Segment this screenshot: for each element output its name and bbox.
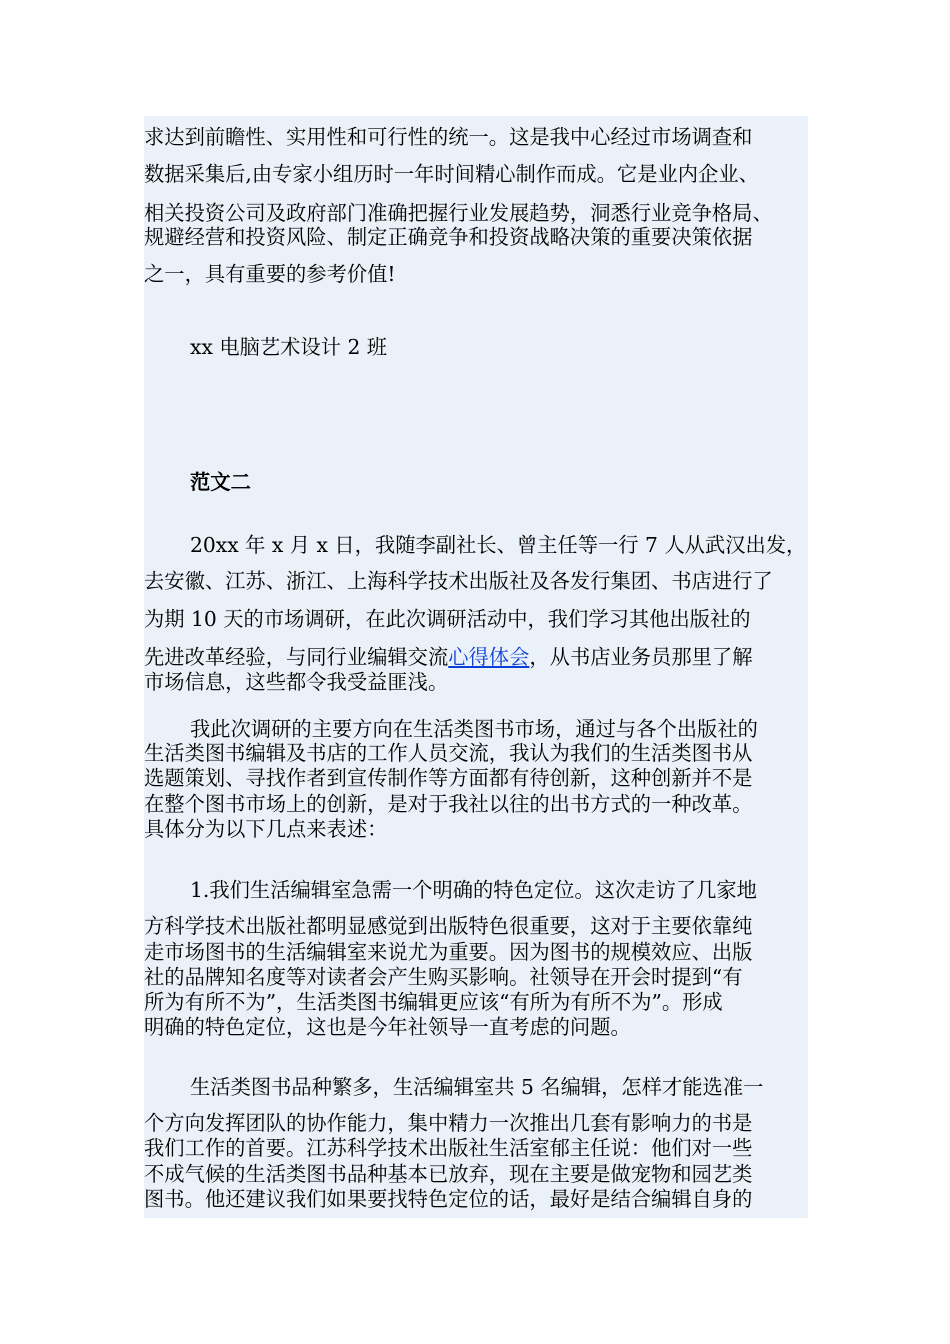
text-line: 为期 10 天的市场调研，在此次调研活动中，我们学习其他出版社的: [144, 607, 751, 631]
text-line: 去安徽、江苏、浙江、上海科学技术出版社及各发行集团、书店进行了: [144, 569, 773, 593]
class-signature: xx 电脑艺术设计 2 班: [190, 335, 388, 359]
text-line: 市场信息，这些都令我受益匪浅。: [144, 670, 449, 694]
text-line: 具体分为以下几点来表述：: [144, 817, 388, 841]
text-line: 选题策划、寻找作者到宣传制作等方面都有待创新，这种创新并不是: [144, 766, 753, 790]
text-line: 我此次调研的主要方向在生活类图书市场，通过与各个出版社的: [190, 717, 758, 741]
text-line: 所为有所不为”，生活类图书编辑更应该“有所为有所不为”。形成: [144, 990, 723, 1014]
text-line: 在整个图书市场上的创新，是对于我社以往的出书方式的一种改革。: [144, 792, 753, 816]
text-line: 方科学技术出版社都明显感觉到出版特色很重要，这对于主要依靠纯: [144, 914, 753, 938]
text-line: 求达到前瞻性、实用性和可行性的统一。这是我中心经过市场调查和: [144, 125, 753, 149]
text-line-with-link: [144, 644, 810, 670]
text-line: 1.我们生活编辑室急需一个明确的特色定位。这次走访了几家地: [190, 878, 757, 902]
text-line: 相关投资公司及政府部门准确把握行业发展趋势，洞悉行业竞争格局、: [144, 201, 773, 225]
section-title: 范文二: [190, 470, 251, 494]
text-line: 规避经营和投资风险、制定正确竞争和投资战略决策的重要决策依据: [144, 225, 753, 249]
text-line: 之一，具有重要的参考价值!: [144, 262, 396, 286]
text-line: 走市场图书的生活编辑室来说尤为重要。因为图书的规模效应、出版: [144, 940, 753, 964]
text-line: 20xx 年 x 月 x 日，我随李副社长、曾主任等一行 7 人从武汉出发，: [190, 533, 807, 557]
text-line: 社的品牌知名度等对读者会产生购买影响。社领导在开会时提到“有: [144, 965, 743, 989]
text-line: 生活类图书品种繁多，生活编辑室共 5 名编辑，怎样才能选准一: [190, 1075, 764, 1099]
text-line: 生活类图书编辑及书店的工作人员交流，我认为我们的生活类图书从: [144, 741, 753, 765]
text-line: 数据采集后,由专家小组历时一年时间精心制作而成。它是业内企业、: [144, 162, 759, 186]
text-segment: ，从书店业务员那里了解: [529, 645, 753, 669]
text-line: 个方向发挥团队的协作能力，集中精力一次推出几套有影响力的书是: [144, 1111, 753, 1135]
text-line: 明确的特色定位，这也是今年社领导一直考虑的问题。: [144, 1015, 631, 1039]
text-segment: 先进改革经验，与同行业编辑交流: [144, 645, 449, 669]
text-line: 图书。他还建议我们如果要找特色定位的话，最好是结合编辑自身的: [144, 1187, 753, 1211]
text-line: 不成气候的生活类图书品种基本已放弃，现在主要是做宠物和园艺类: [144, 1162, 753, 1186]
experience-link[interactable]: 心得体会: [448, 645, 530, 669]
text-line: 我们工作的首要。江苏科学技术出版社生活室郁主任说：他们对一些: [144, 1136, 753, 1160]
